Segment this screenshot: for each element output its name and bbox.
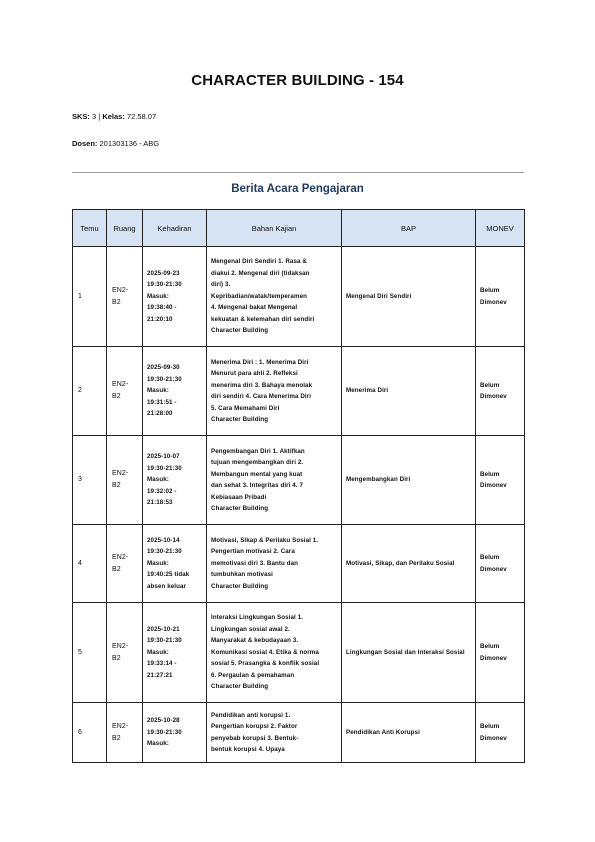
cell-kehadiran: 2025-10-21 19:30-21:30 Masuk: 19:33:14 - 21:27:21 xyxy=(143,603,207,703)
cell-monev: Belum Dimonev xyxy=(476,436,525,525)
kelas-label: Kelas: xyxy=(102,112,125,121)
cell-temu: 6 xyxy=(73,703,107,763)
section-title: Berita Acara Pengajaran xyxy=(231,183,364,195)
cell-kehadiran: 2025-09-23 19:30-21:30 Masuk: 19:38:40 - 21:20:10 xyxy=(143,247,207,347)
dosen-label: Dosen: xyxy=(72,139,98,148)
cell-bahan-kajian: Pendidikan anti korupsi 1. Pengertian korupsi 2. Faktor penyebab korupsi 3. Bentuk- bentuk korupsi 4. Upaya xyxy=(207,703,342,763)
cell-bap: Pendidikan Anti Korupsi xyxy=(342,703,476,763)
cell-bahan-kajian: Mengenal Diri Sendiri 1. Rasa & diakui 2. Mengenal diri (tidaksan diri) 3. Kepribadian/watak/temperamen 4. Mengenal bakat Mengenal kekuatan & kelemahan diri sendiri Character Building xyxy=(207,247,342,347)
cell-kehadiran: 2025-10-07 19:30-21:30 Masuk: 19:32:02 - 21:18:53 xyxy=(143,436,207,525)
cell-bahan-kajian: Motivasi, Sikap & Perilaku Sosial 1. Pengertian motivasi 2. Cara memotivasi diri 3. Bantu dan tumbuhkan motivasi Character Building xyxy=(207,525,342,603)
table-row xyxy=(73,347,525,436)
cell-bap: Mengenal Diri Sendiri xyxy=(342,247,476,347)
sks-value: 3 xyxy=(92,112,97,121)
cell-temu: 1 xyxy=(73,247,107,347)
cell-ruang: EN2- B2 xyxy=(107,436,143,525)
header-kehadiran: Kehadiran xyxy=(143,210,207,247)
cell-ruang: EN2- B2 xyxy=(107,603,143,703)
meta-separator: | xyxy=(98,112,101,121)
lecturer-line xyxy=(72,139,159,148)
kelas-value: 72.58.07 xyxy=(126,112,157,121)
table-row xyxy=(73,436,525,525)
cell-ruang: EN2- B2 xyxy=(107,347,143,436)
cell-temu: 3 xyxy=(73,436,107,525)
sks-label: SKS: xyxy=(72,112,90,121)
cell-monev: Belum Dimonev xyxy=(476,525,525,603)
cell-bap: Lingkungan Sosial dan Interaksi Sosial xyxy=(342,603,476,703)
section-divider xyxy=(72,172,524,173)
dosen-value: 201303136 - ABG xyxy=(99,139,160,148)
table-row xyxy=(73,703,525,763)
header-monev: MONEV xyxy=(476,210,525,247)
cell-bap: Mengembangkan Diri xyxy=(342,436,476,525)
cell-bap: Menerima Diri xyxy=(342,347,476,436)
cell-bahan-kajian: Pengembangan Diri 1. Aktifkan tujuan mengembangkan diri 2. Membangun mental yang kuat dan sehat 3. Integritas diri 4. 7 Kebiasaan Pribadi Character Building xyxy=(207,436,342,525)
cell-bahan-kajian: Menerima Diri : 1. Menerima Diri Menurut para ahli 2. Refleksi menerima diri 3. Bahaya menolak diri sendiri 4. Cara Menerima Diri 5. Cara Memahami Diri Character Building xyxy=(207,347,342,436)
table-row xyxy=(73,603,525,703)
cell-kehadiran: 2025-10-14 19:30-21:30 Masuk: 19:40:25 tidak absen keluar xyxy=(143,525,207,603)
teaching-report-table xyxy=(72,209,525,763)
cell-kehadiran: 2025-09-30 19:30-21:30 Masuk: 19:31:51 - 21:28:00 xyxy=(143,347,207,436)
cell-temu: 2 xyxy=(73,347,107,436)
cell-monev: Belum Dimonev xyxy=(476,247,525,347)
cell-monev: Belum Dimonev xyxy=(476,603,525,703)
table-row xyxy=(73,247,525,347)
header-ruang: Ruang xyxy=(107,210,143,247)
cell-monev: Belum Dimonev xyxy=(476,703,525,763)
cell-bahan-kajian: Interaksi Lingkungan Sosial 1. Lingkungan sosial awal 2. Manyarakat & kebudayaan 3. Komunikasi sosial 4. Etika & norma sosial 5. Prasangka & konflik sosial 6. Pergaulan & pemahaman Character Building xyxy=(207,603,342,703)
cell-kehadiran: 2025-10-28 19:30-21:30 Masuk: xyxy=(143,703,207,763)
course-meta-line xyxy=(72,112,156,121)
table-header-row xyxy=(73,210,525,247)
cell-ruang: EN2- B2 xyxy=(107,703,143,763)
header-bahan-kajian: Bahan Kajian xyxy=(207,210,342,247)
header-bap: BAP xyxy=(342,210,476,247)
cell-monev: Belum Dimonev xyxy=(476,347,525,436)
table-row xyxy=(73,525,525,603)
page-title: CHARACTER BUILDING - 154 xyxy=(191,72,404,89)
header-temu: Temu xyxy=(73,210,107,247)
cell-temu: 4 xyxy=(73,525,107,603)
cell-ruang: EN2- B2 xyxy=(107,247,143,347)
cell-temu: 5 xyxy=(73,603,107,703)
cell-ruang: EN2- B2 xyxy=(107,525,143,603)
cell-bap: Motivasi, Sikap, dan Perilaku Sosial xyxy=(342,525,476,603)
